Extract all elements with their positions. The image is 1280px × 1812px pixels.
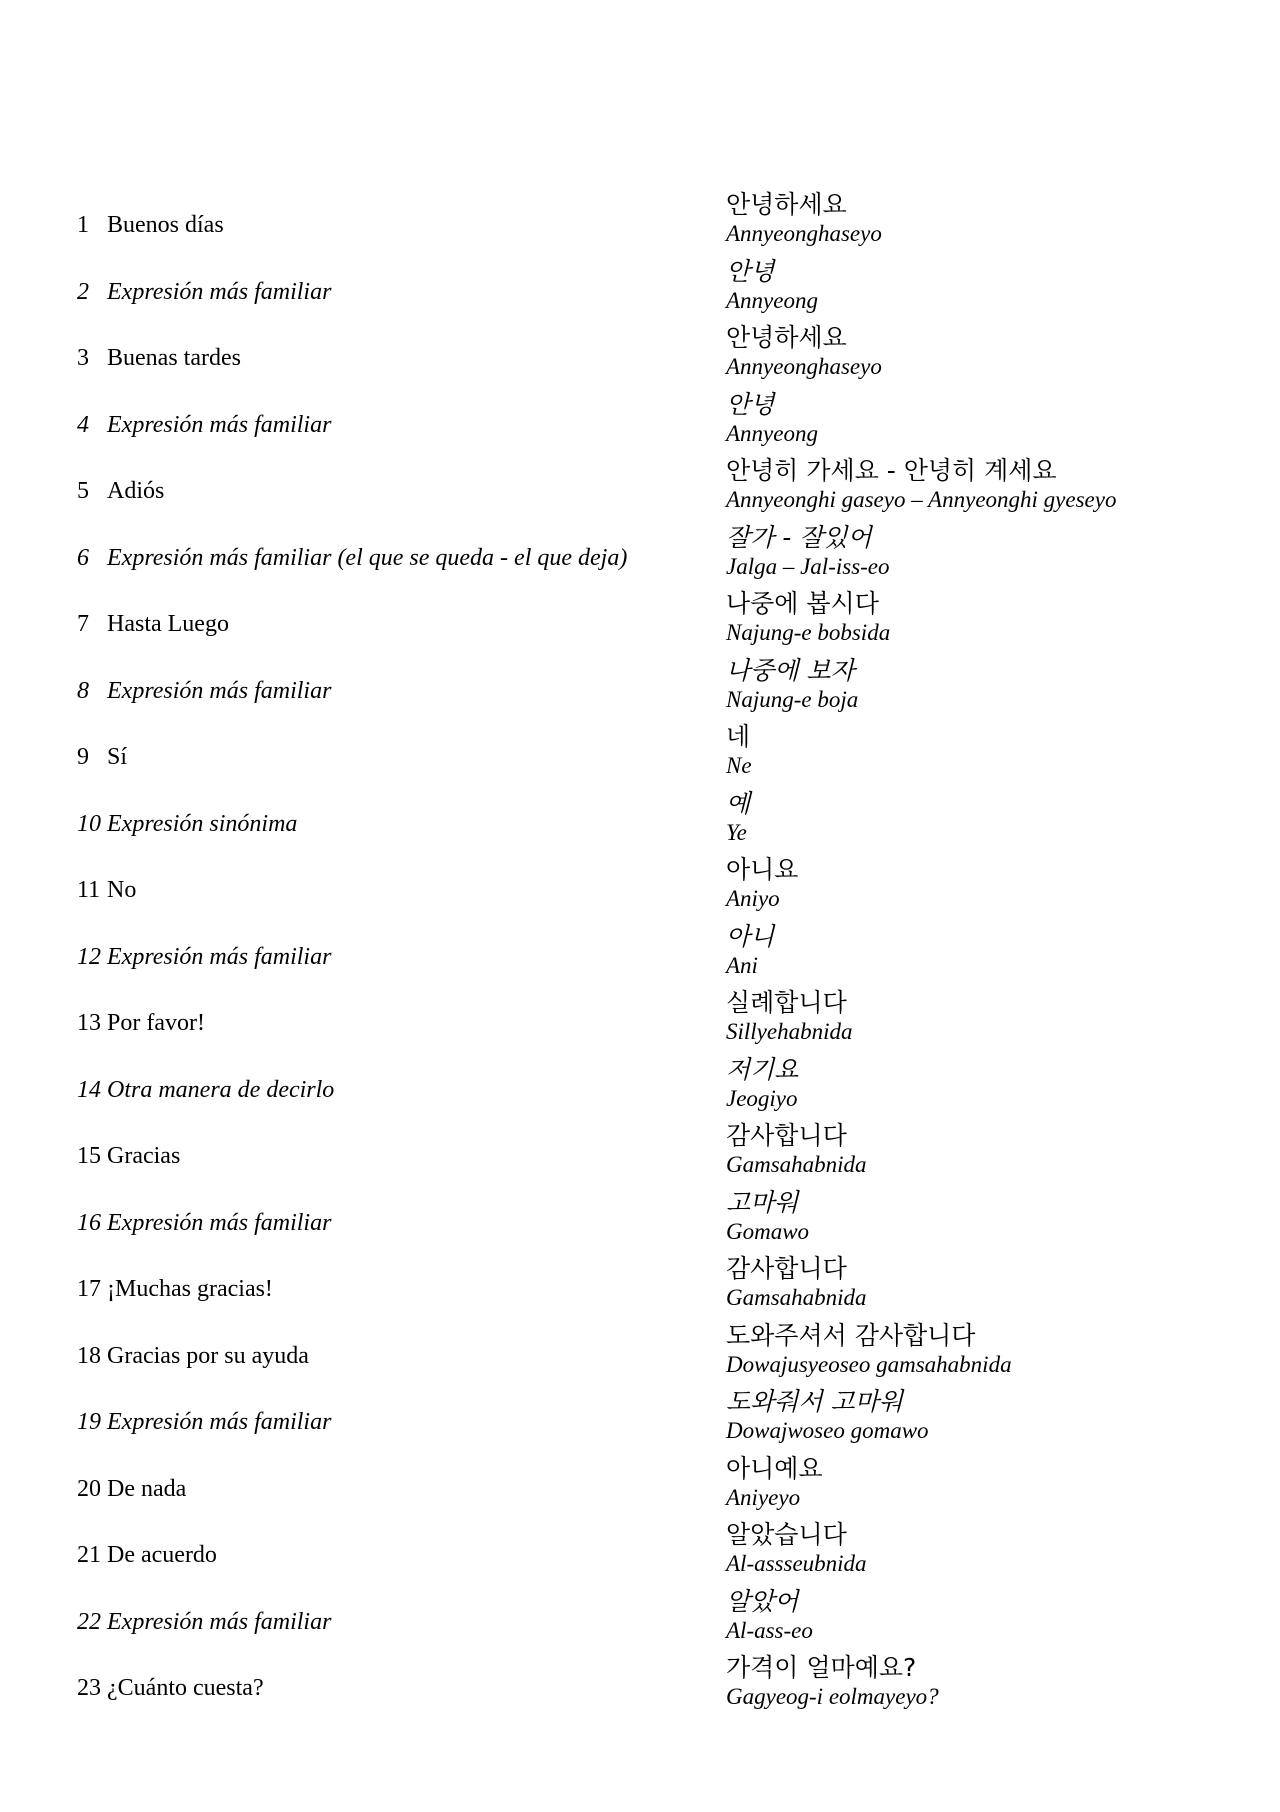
phrase-number: 1: [77, 212, 89, 238]
phrase-number: 11: [77, 877, 101, 903]
romanization: Gagyeog-i eolmayeyo?: [726, 1684, 939, 1709]
phrase-row: [0, 1454, 1280, 1521]
romanization: Aniyeyo: [726, 1484, 801, 1510]
phrase-number: 14: [77, 1076, 101, 1103]
phrase-number: 10: [77, 810, 101, 837]
korean-phrase: 나중에 보자: [726, 655, 855, 685]
spanish-phrase: Otra manera de decirlo: [107, 1076, 335, 1103]
spanish-phrase: Buenas tardes: [107, 345, 241, 371]
korean-phrase: 도와줘서 고마워: [726, 1387, 903, 1416]
phrase-row: [0, 523, 1280, 590]
phrase-row: [0, 323, 1280, 390]
spanish-phrase: Por favor!: [107, 1010, 205, 1036]
korean-phrase: 안녕히 가세요 - 안녕히 계세요: [726, 456, 1057, 485]
romanization: Sillyehabnida: [726, 1019, 853, 1044]
spanish-phrase: Adiós: [107, 478, 165, 504]
korean-phrase: 나중에 봅시다: [726, 589, 879, 618]
korean-phrase: 고마워: [726, 1187, 799, 1217]
romanization: Gamsahabnida: [726, 1285, 867, 1310]
korean-phrase: 아니: [726, 921, 775, 951]
korean-phrase: 도와주셔서 감사합니다: [726, 1320, 976, 1350]
phrase-row: [0, 922, 1280, 989]
phrase-number: 23: [77, 1675, 101, 1701]
spanish-phrase: Expresión más familiar: [107, 943, 332, 970]
korean-phrase: 안녕하세요: [726, 323, 847, 352]
romanization: Najung-e boja: [726, 686, 859, 712]
spanish-phrase: Expresión más familiar: [107, 411, 332, 438]
phrase-number: 3: [77, 345, 89, 371]
romanization: Annyeong: [726, 420, 818, 446]
spanish-phrase: Expresión más familiar: [107, 1409, 332, 1435]
spanish-phrase: Expresión sinónima: [107, 810, 298, 837]
korean-phrase: 예: [726, 788, 751, 818]
phrase-number: 4: [77, 411, 89, 438]
korean-phrase: 안녕하세요: [726, 190, 847, 219]
korean-phrase: 안녕: [726, 389, 775, 419]
phrase-row: [0, 1321, 1280, 1388]
romanization: Dowajwoseo gomawo: [726, 1418, 929, 1443]
romanization: Annyeonghaseyo: [726, 221, 882, 246]
phrase-row: [0, 789, 1280, 856]
phrase-number: 8: [77, 677, 89, 704]
spanish-phrase: Expresión más familiar: [107, 677, 332, 704]
phrase-row: [0, 855, 1280, 922]
phrase-row: [0, 1520, 1280, 1587]
phrase-number: 16: [77, 1209, 101, 1236]
phrase-row: [0, 257, 1280, 324]
korean-phrase: 알았습니다: [726, 1520, 847, 1549]
phrase-row: [0, 1587, 1280, 1654]
phrase-row: [0, 1121, 1280, 1188]
romanization: Annyeonghaseyo: [726, 354, 882, 379]
phrase-number: 21: [77, 1542, 101, 1568]
spanish-phrase: Expresión más familiar: [107, 1209, 332, 1236]
romanization: Jeogiyo: [726, 1085, 798, 1111]
romanization: Annyeong: [726, 287, 818, 313]
phrase-number: 20: [77, 1475, 101, 1502]
romanization: Ye: [726, 819, 747, 845]
phrase-number: 7: [77, 611, 89, 637]
spanish-phrase: ¡Muchas gracias!: [107, 1276, 273, 1302]
korean-phrase: 가격이 얼마예요?: [726, 1653, 917, 1682]
korean-phrase: 아니요: [726, 855, 799, 884]
phrase-number: 2: [77, 278, 89, 305]
phrase-row: [0, 656, 1280, 723]
spanish-phrase: Hasta Luego: [107, 611, 229, 637]
spanish-phrase: Expresión más familiar: [107, 1608, 332, 1635]
phrase-number: 17: [77, 1276, 101, 1302]
korean-phrase: 네: [726, 722, 751, 751]
phrase-row: [0, 589, 1280, 656]
phrase-number: 12: [77, 943, 101, 970]
korean-phrase: 저기요: [726, 1054, 799, 1084]
phrase-row: [0, 1254, 1280, 1321]
spanish-phrase: Gracias por su ayuda: [107, 1342, 309, 1369]
romanization: Najung-e bobsida: [726, 620, 891, 645]
korean-phrase: 잘가 - 잘있어: [726, 522, 872, 552]
phrase-row: [0, 1188, 1280, 1255]
phrase-number: 22: [77, 1608, 101, 1635]
spanish-phrase: Sí: [107, 744, 128, 770]
phrase-number: 5: [77, 478, 89, 504]
phrase-list: [0, 190, 1280, 1720]
romanization: Dowajusyeoseo gamsahabnida: [726, 1351, 1012, 1377]
phrase-number: 18: [77, 1342, 101, 1369]
phrase-number: 15: [77, 1143, 101, 1169]
phrase-row: [0, 1387, 1280, 1454]
romanization: Gamsahabnida: [726, 1152, 867, 1177]
spanish-phrase: No: [107, 877, 137, 903]
romanization: Gomawo: [726, 1218, 810, 1244]
korean-phrase: 실례합니다: [726, 988, 847, 1017]
spanish-phrase: De acuerdo: [107, 1542, 217, 1568]
phrase-number: 19: [77, 1409, 101, 1435]
romanization: Al-ass-eo: [726, 1617, 813, 1643]
korean-phrase: 감사합니다: [726, 1254, 847, 1283]
spanish-phrase: Gracias: [107, 1143, 181, 1169]
phrase-row: [0, 190, 1280, 257]
phrase-number: 6: [77, 544, 89, 571]
romanization: Jalga – Jal-iss-eo: [726, 553, 890, 579]
phrase-row: [0, 390, 1280, 457]
romanization: Al-assseubnida: [726, 1551, 867, 1576]
phrase-row: [0, 1055, 1280, 1122]
korean-phrase: 감사합니다: [726, 1121, 847, 1150]
phrase-number: 13: [77, 1010, 101, 1036]
phrase-row: [0, 988, 1280, 1055]
korean-phrase: 알았어: [726, 1586, 799, 1616]
spanish-phrase: ¿Cuánto cuesta?: [107, 1675, 264, 1701]
phrase-row: [0, 1653, 1280, 1720]
spanish-phrase: Expresión más familiar: [107, 278, 332, 305]
phrase-number: 9: [77, 744, 89, 770]
phrase-row: [0, 722, 1280, 789]
phrase-row: [0, 456, 1280, 523]
spanish-phrase: Buenos días: [107, 212, 224, 238]
romanization: Ne: [726, 753, 752, 778]
romanization: Annyeonghi gaseyo – Annyeonghi gyeseyo: [726, 487, 1117, 512]
korean-phrase: 안녕: [726, 256, 775, 286]
spanish-phrase: Expresión más familiar (el que se queda - el que deja): [107, 544, 628, 571]
romanization: Aniyo: [726, 886, 780, 911]
korean-phrase: 아니예요: [726, 1453, 823, 1483]
spanish-phrase: De nada: [107, 1475, 187, 1502]
romanization: Ani: [726, 952, 758, 978]
